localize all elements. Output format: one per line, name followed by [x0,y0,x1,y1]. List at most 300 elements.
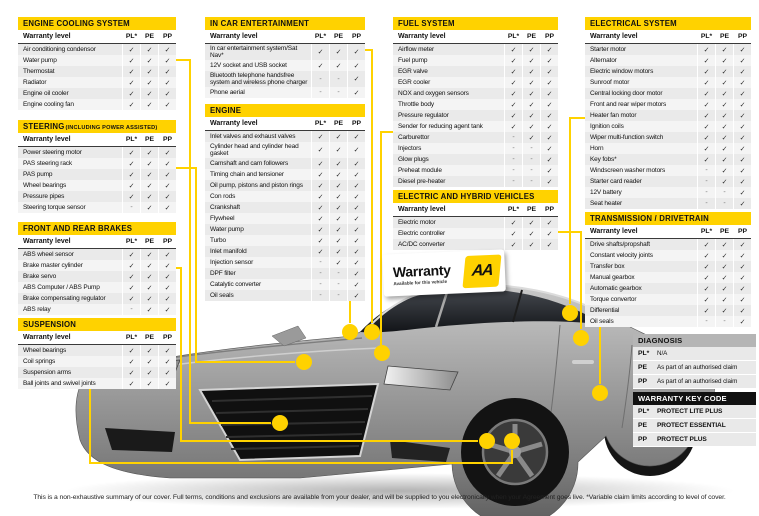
check-mark: ✓ [715,165,733,176]
check-mark: ✓ [715,88,733,99]
check-mark: ✓ [347,202,365,213]
check-mark: ✓ [715,305,733,316]
check-mark: ✓ [540,132,558,143]
check-mark: ✓ [311,60,329,71]
dash-mark: - [522,154,540,165]
check-mark: ✓ [347,213,365,224]
key-row [633,347,756,361]
key-code: PE [638,422,648,429]
check-mark: ✓ [733,198,751,209]
row-label: Drive shafts/propshaft [590,240,650,248]
check-mark: ✓ [504,44,522,55]
row-label: Glow plugs [398,155,429,163]
row-label: Airflow meter [398,45,434,53]
check-mark: ✓ [122,345,140,356]
column-label: PE [140,331,158,344]
check-mark: ✓ [158,345,176,356]
check-mark: ✓ [522,239,540,250]
row-label: Heater fan motor [590,111,637,119]
row-label: NOX and oxygen sensors [398,89,469,97]
disclaimer-text: This is a non-exhaustive summary of our cover. Full terms, conditions and exclusions are available from your dealer, and will be supplied to you electronically when your Agreement goes live. *Variable claim limits according to level of cover. [33,494,726,501]
warranty-level-label: Warranty level [210,32,258,40]
aa-logo: AA [462,254,501,288]
column-label: PP [733,30,751,43]
check-mark: ✓ [697,110,715,121]
column-label: PE [140,133,158,146]
check-mark: ✓ [733,154,751,165]
check-mark: ✓ [158,249,176,260]
row-label: Phone aerial [210,89,245,97]
check-mark: ✓ [715,77,733,88]
check-mark: ✓ [158,356,176,367]
row-label: Engine cooling fan [23,100,74,108]
row-label: Automatic gearbox [590,284,642,292]
column-label: PL* [697,30,715,43]
check-mark: ✓ [522,121,540,132]
dash-mark: - [504,132,522,143]
column-label: PL* [122,30,140,43]
dash-mark: - [522,143,540,154]
dash-mark: - [311,257,329,268]
check-mark: ✓ [347,235,365,246]
column-label: PP [158,30,176,43]
check-mark: ✓ [733,239,751,250]
check-mark: ✓ [540,121,558,132]
row-label: Ignition coils [590,122,624,130]
row-label: Con rods [210,193,236,201]
check-mark: ✓ [329,224,347,235]
check-mark: ✓ [122,88,140,99]
check-mark: ✓ [504,88,522,99]
check-mark: ✓ [140,180,158,191]
check-mark: ✓ [540,77,558,88]
check-mark: ✓ [504,110,522,121]
check-mark: ✓ [158,169,176,180]
check-mark: ✓ [733,77,751,88]
check-mark: ✓ [329,235,347,246]
check-mark: ✓ [140,55,158,66]
row-label: Manual gearbox [590,273,635,281]
check-mark: ✓ [140,378,158,389]
check-mark: ✓ [140,304,158,315]
row-label: Coil springs [23,357,56,365]
dash-mark: - [311,290,329,301]
check-mark: ✓ [140,260,158,271]
check-mark: ✓ [504,228,522,239]
check-mark: ✓ [697,261,715,272]
check-mark: ✓ [329,169,347,180]
check-mark: ✓ [158,271,176,282]
row-label: Engine oil cooler [23,89,69,97]
row-label: Water pump [210,226,244,234]
key-text: PROTECT PLUS [657,436,707,443]
check-mark: ✓ [697,294,715,305]
check-mark: ✓ [504,239,522,250]
row-label: Alternator [590,56,617,64]
check-mark: ✓ [140,191,158,202]
check-mark: ✓ [733,316,751,327]
row-label: Torque convertor [590,295,637,303]
check-mark: ✓ [158,378,176,389]
table-title-text: TRANSMISSION / DRIVETRAIN [590,214,709,223]
check-mark: ✓ [504,55,522,66]
row-label: Camshaft and cam followers [210,160,289,168]
check-mark: ✓ [347,290,365,301]
check-mark: ✓ [540,154,558,165]
dash-mark: - [122,304,140,315]
check-mark: ✓ [158,282,176,293]
column-label: PL* [122,133,140,146]
check-mark: ✓ [733,176,751,187]
check-mark: ✓ [122,191,140,202]
check-mark: ✓ [347,87,365,98]
row-label: Carburettor [398,133,430,141]
column-label: PP [158,331,176,344]
check-mark: ✓ [158,158,176,169]
column-label: PL* [311,30,329,43]
check-mark: ✓ [311,180,329,191]
check-mark: ✓ [122,158,140,169]
row-label: Sunroof motor [590,78,630,86]
dash-mark: - [504,154,522,165]
check-mark: ✓ [158,66,176,77]
column-label: PL* [504,203,522,216]
check-mark: ✓ [158,191,176,202]
check-mark: ✓ [140,345,158,356]
check-mark: ✓ [733,88,751,99]
dash-mark: - [311,87,329,98]
row-label: Electric window motors [590,67,654,75]
row-label: Differential [590,306,620,314]
check-mark: ✓ [697,55,715,66]
column-label: PL* [311,117,329,130]
check-mark: ✓ [158,147,176,158]
row-label: Brake compensating regulator [23,294,106,302]
check-mark: ✓ [540,55,558,66]
check-mark: ✓ [522,110,540,121]
check-mark: ✓ [347,224,365,235]
key-code: PL* [638,350,650,357]
check-mark: ✓ [122,55,140,66]
warranty-level-label: Warranty level [23,32,71,40]
check-mark: ✓ [733,294,751,305]
row-label: Seat heater [590,199,622,207]
check-mark: ✓ [140,99,158,110]
check-mark: ✓ [347,158,365,169]
key-code: PE [638,364,648,371]
dash-mark: - [504,176,522,187]
check-mark: ✓ [311,131,329,142]
check-mark: ✓ [697,99,715,110]
row-label: 12V battery [590,188,622,196]
dash-mark: - [311,279,329,290]
check-mark: ✓ [347,131,365,142]
table-title-text: ELECTRIC AND HYBRID VEHICLES [398,192,535,201]
row-label: Oil seals [210,292,234,300]
check-mark: ✓ [329,246,347,257]
check-mark: ✓ [540,228,558,239]
table-title-suffix: (INCLUDING POWER ASSISTED) [65,125,158,131]
row-label: ABS wheel sensor [23,250,74,258]
check-mark: ✓ [158,99,176,110]
warranty-level-label: Warranty level [398,32,446,40]
check-mark: ✓ [715,44,733,55]
check-mark: ✓ [329,202,347,213]
check-mark: ✓ [329,44,347,60]
warranty-level-label: Warranty level [590,227,638,235]
check-mark: ✓ [311,142,329,158]
check-mark: ✓ [504,77,522,88]
dash-mark: - [329,279,347,290]
table-title-text: FRONT AND REAR BRAKES [23,224,133,233]
dash-mark: - [311,268,329,279]
dash-mark: - [697,176,715,187]
dash-mark: - [697,198,715,209]
check-mark: ✓ [540,239,558,250]
check-mark: ✓ [122,293,140,304]
column-label: PP [540,30,558,43]
check-mark: ✓ [540,66,558,77]
check-mark: ✓ [522,77,540,88]
check-mark: ✓ [715,99,733,110]
check-mark: ✓ [158,202,176,213]
check-mark: ✓ [122,356,140,367]
dash-mark: - [329,290,347,301]
check-mark: ✓ [158,77,176,88]
check-mark: ✓ [311,169,329,180]
check-mark: ✓ [329,142,347,158]
dash-mark: - [715,316,733,327]
check-mark: ✓ [715,261,733,272]
check-mark: ✓ [522,228,540,239]
row-label: Bluetooth telephone handsfree system and wireless phone charger [210,72,308,87]
check-mark: ✓ [733,165,751,176]
check-mark: ✓ [733,121,751,132]
row-label: Suspension arms [23,368,71,376]
table-title-text: FUEL SYSTEM [398,19,455,28]
check-mark: ✓ [540,44,558,55]
check-mark: ✓ [122,260,140,271]
check-mark: ✓ [733,132,751,143]
table-title-text: SUSPENSION [23,320,77,329]
column-label: PP [347,117,365,130]
dash-mark: - [715,187,733,198]
check-mark: ✓ [715,132,733,143]
warranty-level-label: Warranty level [590,32,638,40]
row-label: Fuel pump [398,56,428,64]
key-table-diagnosis [633,334,756,389]
check-mark: ✓ [311,44,329,60]
check-mark: ✓ [733,66,751,77]
check-mark: ✓ [140,356,158,367]
check-mark: ✓ [697,121,715,132]
dash-mark: - [329,268,347,279]
row-label: Inlet manifold [210,248,247,256]
check-mark: ✓ [140,66,158,77]
column-label: PE [140,235,158,248]
check-mark: ✓ [715,176,733,187]
row-label: ABS Computer / ABS Pump [23,283,100,291]
row-label: Starter motor [590,45,626,53]
check-mark: ✓ [158,293,176,304]
dash-mark: - [122,202,140,213]
check-mark: ✓ [697,272,715,283]
check-mark: ✓ [504,99,522,110]
row-label: Water pump [23,56,57,64]
column-label: PL* [122,235,140,248]
row-label: Injectors [398,144,422,152]
table-title-text: STEERING [23,122,65,131]
row-label: Horn [590,144,604,152]
dash-mark: - [329,71,347,87]
row-label: Diesel pre-heater [398,177,446,185]
check-mark: ✓ [311,202,329,213]
row-label: Flywheel [210,215,235,223]
check-mark: ✓ [329,180,347,191]
check-mark: ✓ [347,71,365,87]
check-mark: ✓ [697,88,715,99]
row-label: Timing chain and tensioner [210,171,284,179]
check-mark: ✓ [697,132,715,143]
warranty-level-label: Warranty level [398,205,446,213]
row-label: Starter card reader [590,177,642,185]
row-label: Transfer box [590,262,625,270]
key-table-title: WARRANTY KEY CODE [633,392,756,405]
check-mark: ✓ [540,217,558,228]
dash-mark: - [697,165,715,176]
check-mark: ✓ [140,202,158,213]
column-label: PP [158,235,176,248]
key-code: PP [638,378,648,385]
check-mark: ✓ [733,283,751,294]
check-mark: ✓ [140,88,158,99]
warranty-level-label: Warranty level [23,237,71,245]
row-label: DPF filter [210,270,236,278]
row-label: Thermostat [23,67,55,75]
check-mark: ✓ [715,294,733,305]
row-label: Pressure pipes [23,192,65,200]
check-mark: ✓ [140,282,158,293]
column-label: PP [540,203,558,216]
badge-title: Warranty [392,261,451,280]
row-label: 12V socket and USB socket [210,62,287,70]
check-mark: ✓ [733,305,751,316]
row-label: Front and rear wiper motors [590,100,667,108]
check-mark: ✓ [347,279,365,290]
check-mark: ✓ [733,250,751,261]
dash-mark: - [522,165,540,176]
check-mark: ✓ [733,143,751,154]
check-mark: ✓ [122,282,140,293]
check-mark: ✓ [140,77,158,88]
check-mark: ✓ [733,110,751,121]
key-text: N/A [657,350,668,357]
check-mark: ✓ [311,213,329,224]
column-label: PP [347,30,365,43]
check-mark: ✓ [122,249,140,260]
key-text: PROTECT ESSENTIAL [657,422,726,429]
row-label: Power steering motor [23,148,82,156]
row-label: Catalytic converter [210,281,261,289]
key-text: As part of an authorised claim [657,364,738,371]
key-table-title: DIAGNOSIS [633,334,756,347]
check-mark: ✓ [715,283,733,294]
check-mark: ✓ [140,158,158,169]
check-mark: ✓ [347,180,365,191]
check-mark: ✓ [122,367,140,378]
check-mark: ✓ [140,147,158,158]
check-mark: ✓ [522,66,540,77]
check-mark: ✓ [158,367,176,378]
column-label: PE [522,30,540,43]
check-mark: ✓ [733,99,751,110]
warranty-level-label: Warranty level [23,135,71,143]
dash-mark: - [329,87,347,98]
key-text: As part of an authorised claim [657,378,738,385]
key-row [633,361,756,375]
key-code: PL* [638,408,650,415]
check-mark: ✓ [158,55,176,66]
check-mark: ✓ [158,260,176,271]
badge-text [393,262,452,285]
row-label: EGR cooler [398,78,431,86]
check-mark: ✓ [715,110,733,121]
row-label: AC/DC converter [398,240,445,248]
row-label: Oil seals [590,317,614,325]
check-mark: ✓ [522,132,540,143]
table-title-text: IN CAR ENTERTAINMENT [210,19,310,28]
check-mark: ✓ [122,271,140,282]
check-mark: ✓ [697,66,715,77]
check-mark: ✓ [347,257,365,268]
check-mark: ✓ [540,88,558,99]
warranty-level-label: Warranty level [23,333,71,341]
check-mark: ✓ [329,257,347,268]
check-mark: ✓ [329,131,347,142]
row-label: Cylinder head and cylinder head gasket [210,143,299,158]
check-mark: ✓ [697,250,715,261]
dash-mark: - [715,198,733,209]
row-label: Constant velocity joints [590,251,653,259]
row-label: Throttle body [398,100,434,108]
check-mark: ✓ [122,169,140,180]
row-label: Electric motor [398,218,436,226]
row-label: Key fobs* [590,155,617,163]
key-code: PP [638,436,648,443]
check-mark: ✓ [122,99,140,110]
check-mark: ✓ [140,44,158,55]
badge-subtitle: Available for this vehicle [393,278,448,286]
row-label: Injection sensor [210,259,254,267]
check-mark: ✓ [715,154,733,165]
row-label: Electric controller [398,229,445,237]
row-label: Crankshaft [210,204,240,212]
key-row [633,433,756,447]
check-mark: ✓ [122,378,140,389]
column-label: PE [140,30,158,43]
check-mark: ✓ [733,55,751,66]
warranty-level-label: Warranty level [210,119,258,127]
check-mark: ✓ [122,66,140,77]
row-label: In car entertainment system/Sat Nav* [210,45,298,60]
check-mark: ✓ [540,110,558,121]
check-mark: ✓ [329,213,347,224]
check-mark: ✓ [347,246,365,257]
table-title-text: ENGINE [210,106,242,115]
dash-mark: - [504,165,522,176]
check-mark: ✓ [140,169,158,180]
check-mark: ✓ [522,217,540,228]
